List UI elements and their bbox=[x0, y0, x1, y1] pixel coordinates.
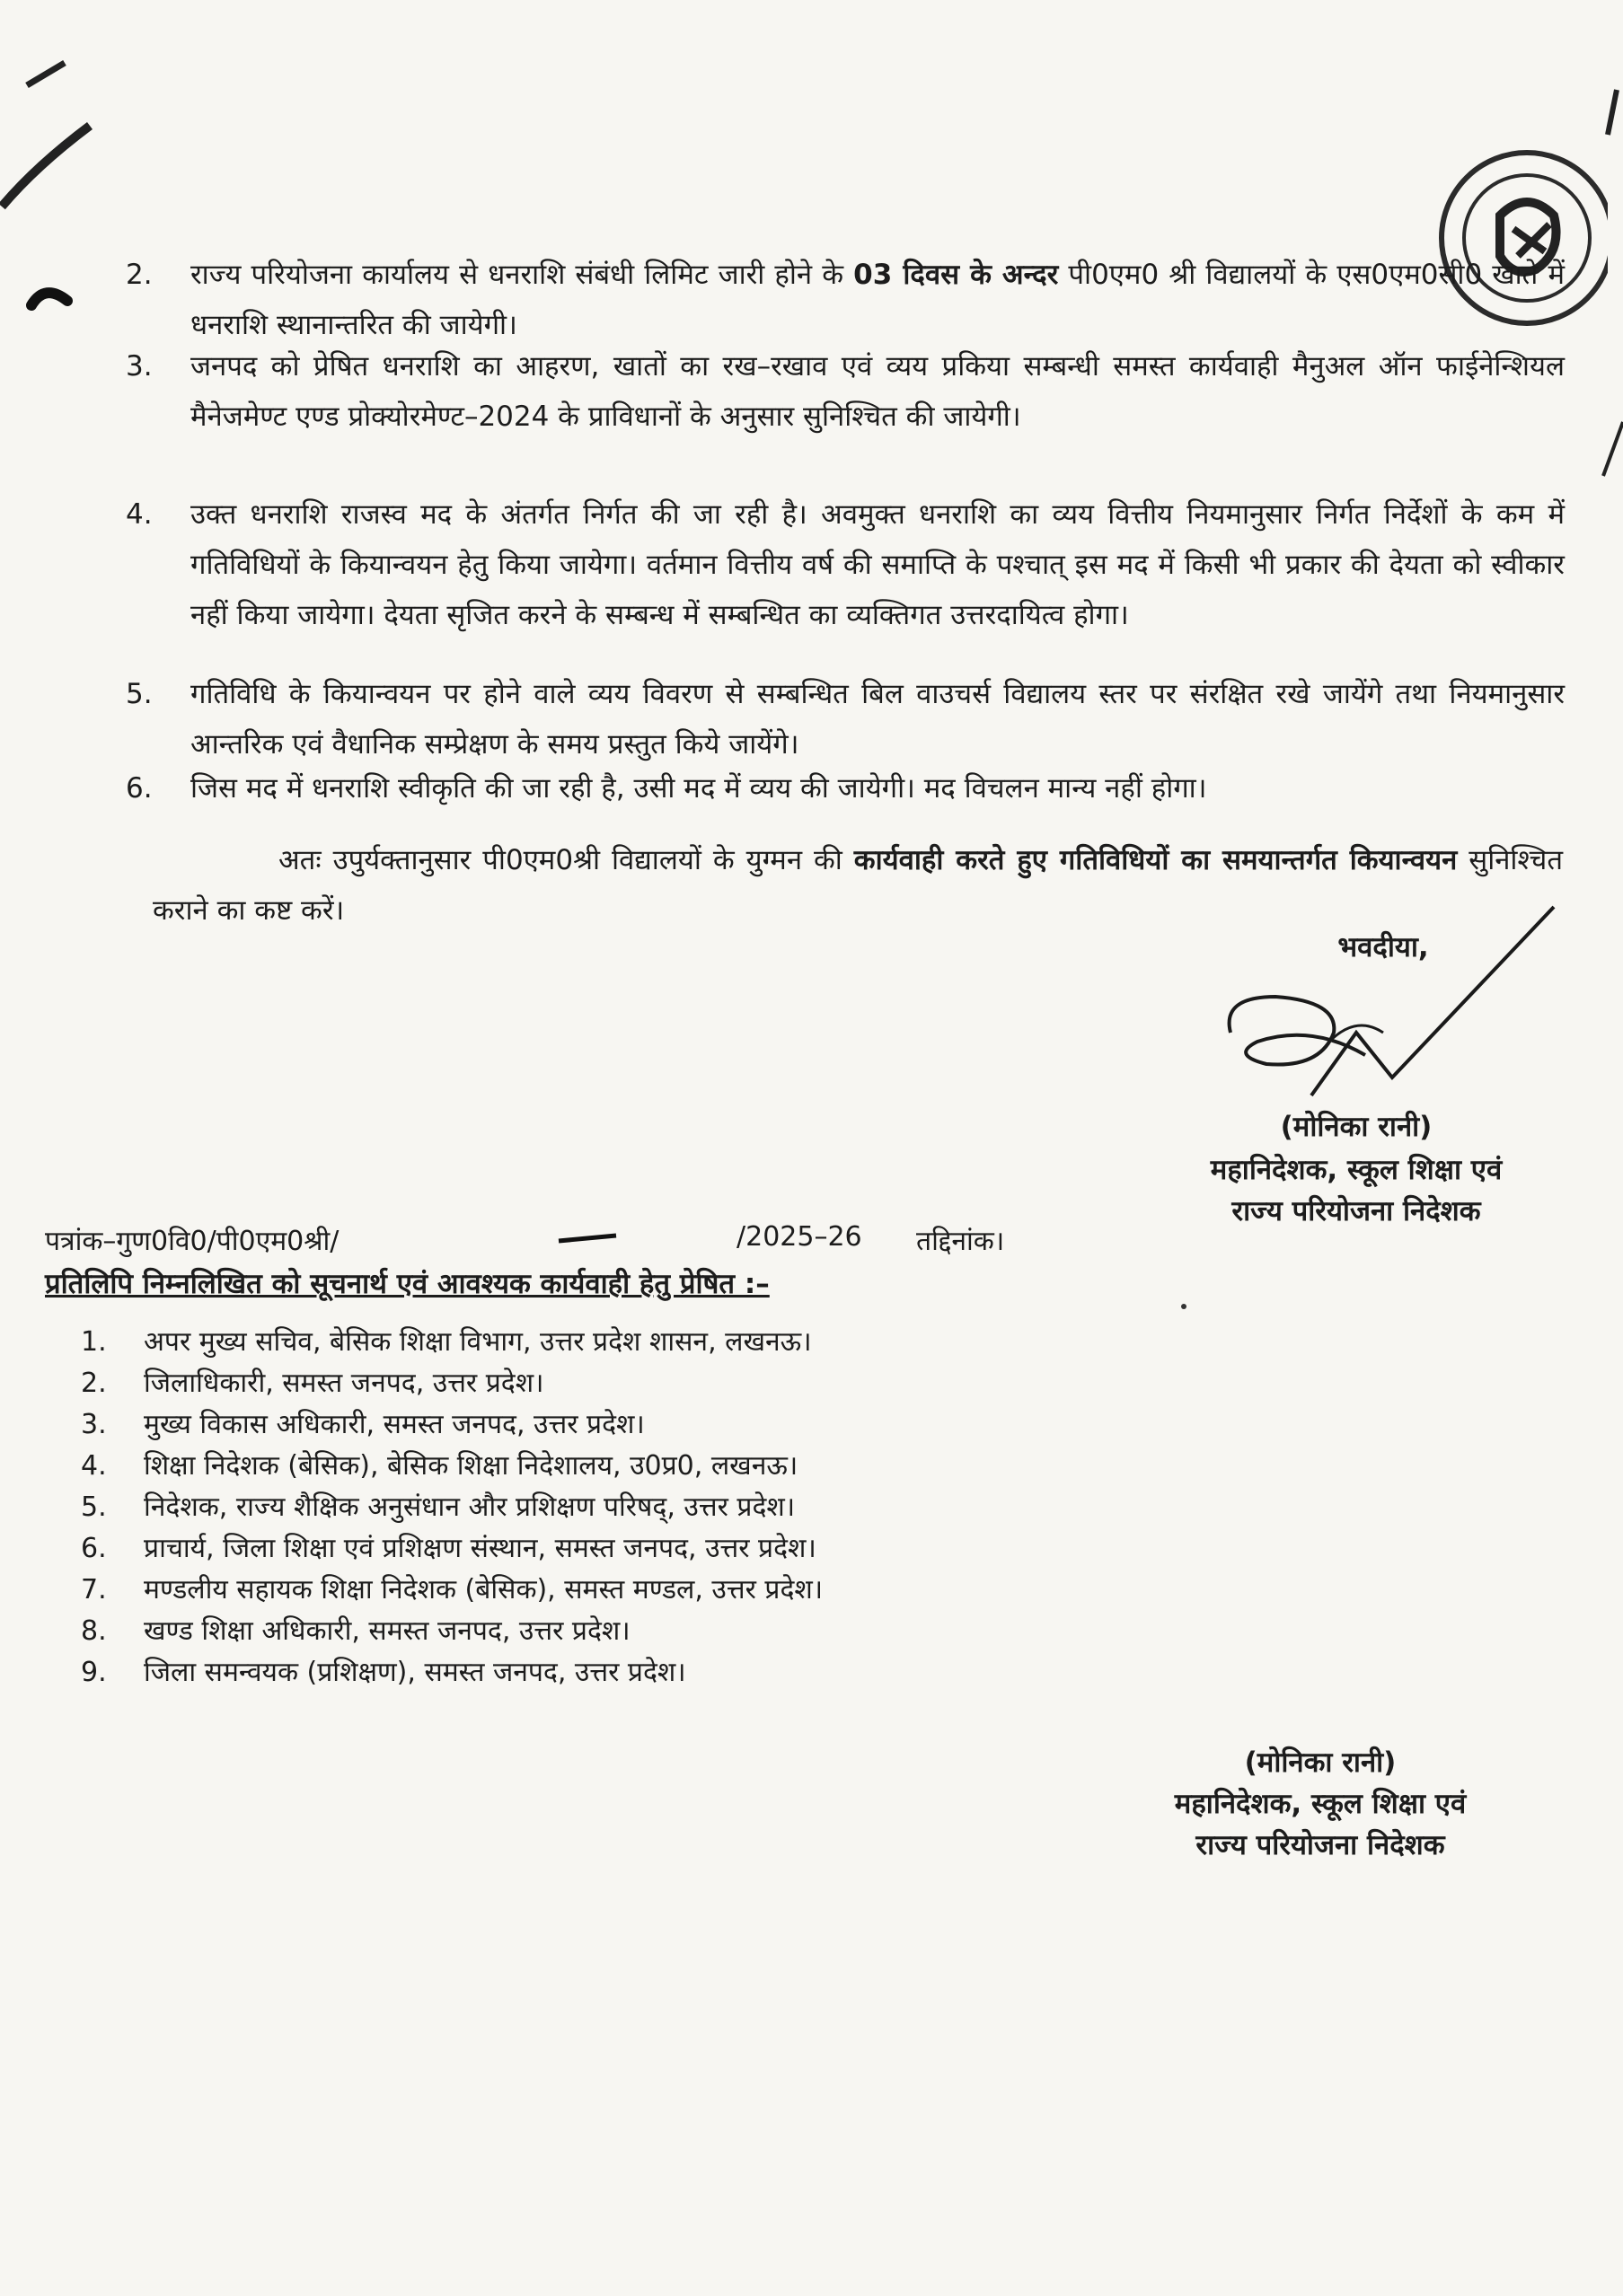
handwritten-signature bbox=[1204, 898, 1563, 1131]
condition-text: राज्य परियोजना कार्यालय से धनराशि संबंधी लिमिट जारी होने के 03 दिवस के अन्दर पी0एम0 श्री विद्यालयों के एस0एम0सी0 खाते में धनराशि स्थानान्तरित की जायेगी। bbox=[190, 259, 1565, 341]
reference-year: /2025–26 bbox=[737, 1221, 862, 1253]
condition-text: जिस मद में धनराशि स्वीकृति की जा रही है, उसी मद में व्यय की जायेगी। मद विचलन मान्य नहीं होगा। bbox=[190, 772, 1207, 805]
condition-number: 5. bbox=[126, 678, 153, 710]
condition-number: 3. bbox=[126, 350, 153, 383]
reference-date: तद्दिनांक। bbox=[916, 1226, 1005, 1257]
condition-number: 6. bbox=[126, 772, 153, 805]
condition-text: जनपद को प्रेषित धनराशि का आहरण, खातों का रख–रखाव एवं व्यय प्रकिया सम्बन्धी समस्त कार्यवाही मैनुअल ऑन फाईनेन्शियल मैनेजमेण्ट एण्ड प्रोक्योरमेण्ट–2024 के प्राविधानों के अनुसार सुनिश्चित की जायेगी। bbox=[190, 350, 1565, 433]
condition-item bbox=[126, 669, 1563, 770]
condition-number: 2. bbox=[126, 259, 153, 291]
signatory-designation: राज्य परियोजना निदेशक bbox=[1195, 1829, 1445, 1861]
signatory-designation: राज्य परियोजना निदेशक bbox=[1231, 1195, 1481, 1227]
signatory-name: (मोनिका रानी) bbox=[1280, 1111, 1433, 1143]
closing-paragraph: अतः उपुर्यक्तानुसार पी0एम0श्री विद्यालयों के युग्मन की कार्यवाही करते हुए गतिविधियों का समयान्तर्गत कियान्वयन सुनिश्चित कराने का कष्ट करें। bbox=[153, 844, 1563, 927]
signatory-name: (मोनिका रानी) bbox=[1244, 1746, 1397, 1779]
signatory-designation: महानिदेशक, स्कूल शिक्षा एवं bbox=[1174, 1788, 1467, 1820]
condition-number: 4. bbox=[126, 498, 153, 531]
salutation: भवदीया, bbox=[1337, 931, 1429, 963]
condition-item bbox=[126, 763, 1563, 814]
blank-dash bbox=[557, 1230, 620, 1248]
condition-item bbox=[126, 489, 1563, 691]
condition-item bbox=[126, 250, 1563, 350]
copy-heading: प्रतिलिपि निम्नलिखित को सूचनार्थ एवं आवश्यक कार्यवाही हेतु प्रेषित :– bbox=[45, 1268, 770, 1300]
reference-line bbox=[45, 1221, 1060, 1266]
signatory-designation: महानिदेशक, स्कूल शिक्षा एवं bbox=[1210, 1154, 1503, 1186]
condition-text: गतिविधि के कियान्वयन पर होने वाले व्यय विवरण से सम्बन्धित बिल वाउचर्स विद्यालय स्तर पर संरक्षित रखे जायेंगे तथा नियमानुसार आन्तरिक एवं वैधानिक सम्प्रेक्षण के समय प्रस्तुत किये जायेंगे। bbox=[190, 678, 1565, 761]
reference-patrank: पत्रांक–गुण0वि0/पी0एम0श्री/ bbox=[45, 1226, 340, 1257]
condition-item bbox=[126, 341, 1563, 492]
document-page: 2. राज्य परियोजना कार्यालय से धनराशि संबंधी लिमिट जारी होने के 03 दिवस के अन्दर पी0एम0 श्री विद्यालयों के एस0एम0सी0 खाते में धनराशि स्थानान्तरित की जायेगी। 3. जनपद को प्रेषित धनराशि का आहरण, खातों का रख–रखाव एवं व्यय प्रकिया सम्बन्धी समस्त कार्यवाही मैनुअल ऑन फाईनेन्शियल मैनेजमेण्ट एण्ड प्रोक्योरमेण्ट–2024 के प्राविधानों के अनुसार सुनिश्चित की जायेगी। 4. उक्त धनराशि राजस्व मद के अंतर्गत निर्गत की जा रही है। अवमुक्त धनराशि का व्यय वित्तीय नियमानुसार निर्गत निर्देशों के कम में गतिविधियों के कियान्वयन हेतु किया जायेगा। वर्तमान वित्तीय वर्ष की समाप्ति के पश्चात् इस मद में किसी भी प्रकार की देयता को स्वीकार नहीं किया जायेगा। देयता सृजित करने के सम्बन्ध में सम्बन्धित का व्यक्तिगत उत्तरदायित्व होगा। 5. गतिविधि के कियान्वयन पर होने वाले व्यय विवरण से सम्बन्धित बिल वाउचर्स विद्यालय स्तर पर संरक्षित रखे जायेंगे तथा नियमानुसार आन्तरिक एवं वैधानिक सम्प्रेक्षण के समय प्रस्तुत किये जायेंगे। 6. जिस मद में धनराशि स्वीकृति की जा रही है, उसी मद में व्यय की जायेगी। मद विचलन मान्य नहीं होगा। अतः उपुर्यक्तानुसार पी0एम0श्री विद्यालयों के युग्मन की कार्यवाही करते हुए गतिविधियों का समयान्तर्गत कियान्वयन सुनिश्चित कराने का कष्ट करें। भवदीया, (मोनिका रानी) महानिदेशक, स्कूल शिक्षा एवं राज्य परियोजना निदेशक पत्रांक–गुण0वि0/पी0एम0श्री/ /2025–26 तद्दिनांक। प्रतिलिपि निम्नलिखित को सूचनार्थ एवं आवश्यक कार्यवाही हेतु प्रेषित :– 1. अपर मुख्य सचिव, बेसिक शिक्षा विभाग, उत्तर प्रदेश शासन, लखनऊ। 2. जिलाधिकारी, समस्त जनपद, उत्तर प्रदेश। 3. मुख्य विकास अधिकारी, समस्त जनपद, उत्तर प्रदेश। 4. शिक्षा निदेशक (बेसिक), बेसिक शिक्षा निदेशालय, उ0प्र0, लखनऊ। 5. निदेशक, राज्य शैक्षिक अनुसंधान और प्रशिक्षण परिषद्, उत्तर प्रदेश। 6. प्राचार्य, जिला शिक्षा एवं प्रशिक्षण संस्थान, समस्त जनपद, उत्तर प्रदेश। 7. मण्डलीय सहायक शिक्षा निदेशक (बेसिक), समस्त मण्डल, उत्तर प्रदेश। 8. खण्ड शिक्षा अधिकारी, समस्त जनपद, उत्तर प्रदेश। 9. जिला समन्वयक (प्रशिक्षण), समस्त जनपद, उत्तर प्रदेश। (मोनिका रानी) महानिदेशक, स्कूल शिक्षा एवं राज्य परियोजना निदेशक bbox=[0, 0, 1623, 2296]
condition-text: उक्त धनराशि राजस्व मद के अंतर्गत निर्गत की जा रही है। अवमुक्त धनराशि का व्यय वित्तीय नियमानुसार निर्गत निर्देशों के कम में गतिविधियों के कियान्वयन हेतु किया जायेगा। वर्तमान वित्तीय वर्ष की समाप्ति के पश्चात् इस मद में किसी भी प्रकार की देयता को स्वीकार नहीं किया जायेगा। देयता सृजित करने के सम्बन्ध में सम्बन्धित का व्यक्तिगत उत्तरदायित्व होगा। bbox=[190, 498, 1565, 631]
